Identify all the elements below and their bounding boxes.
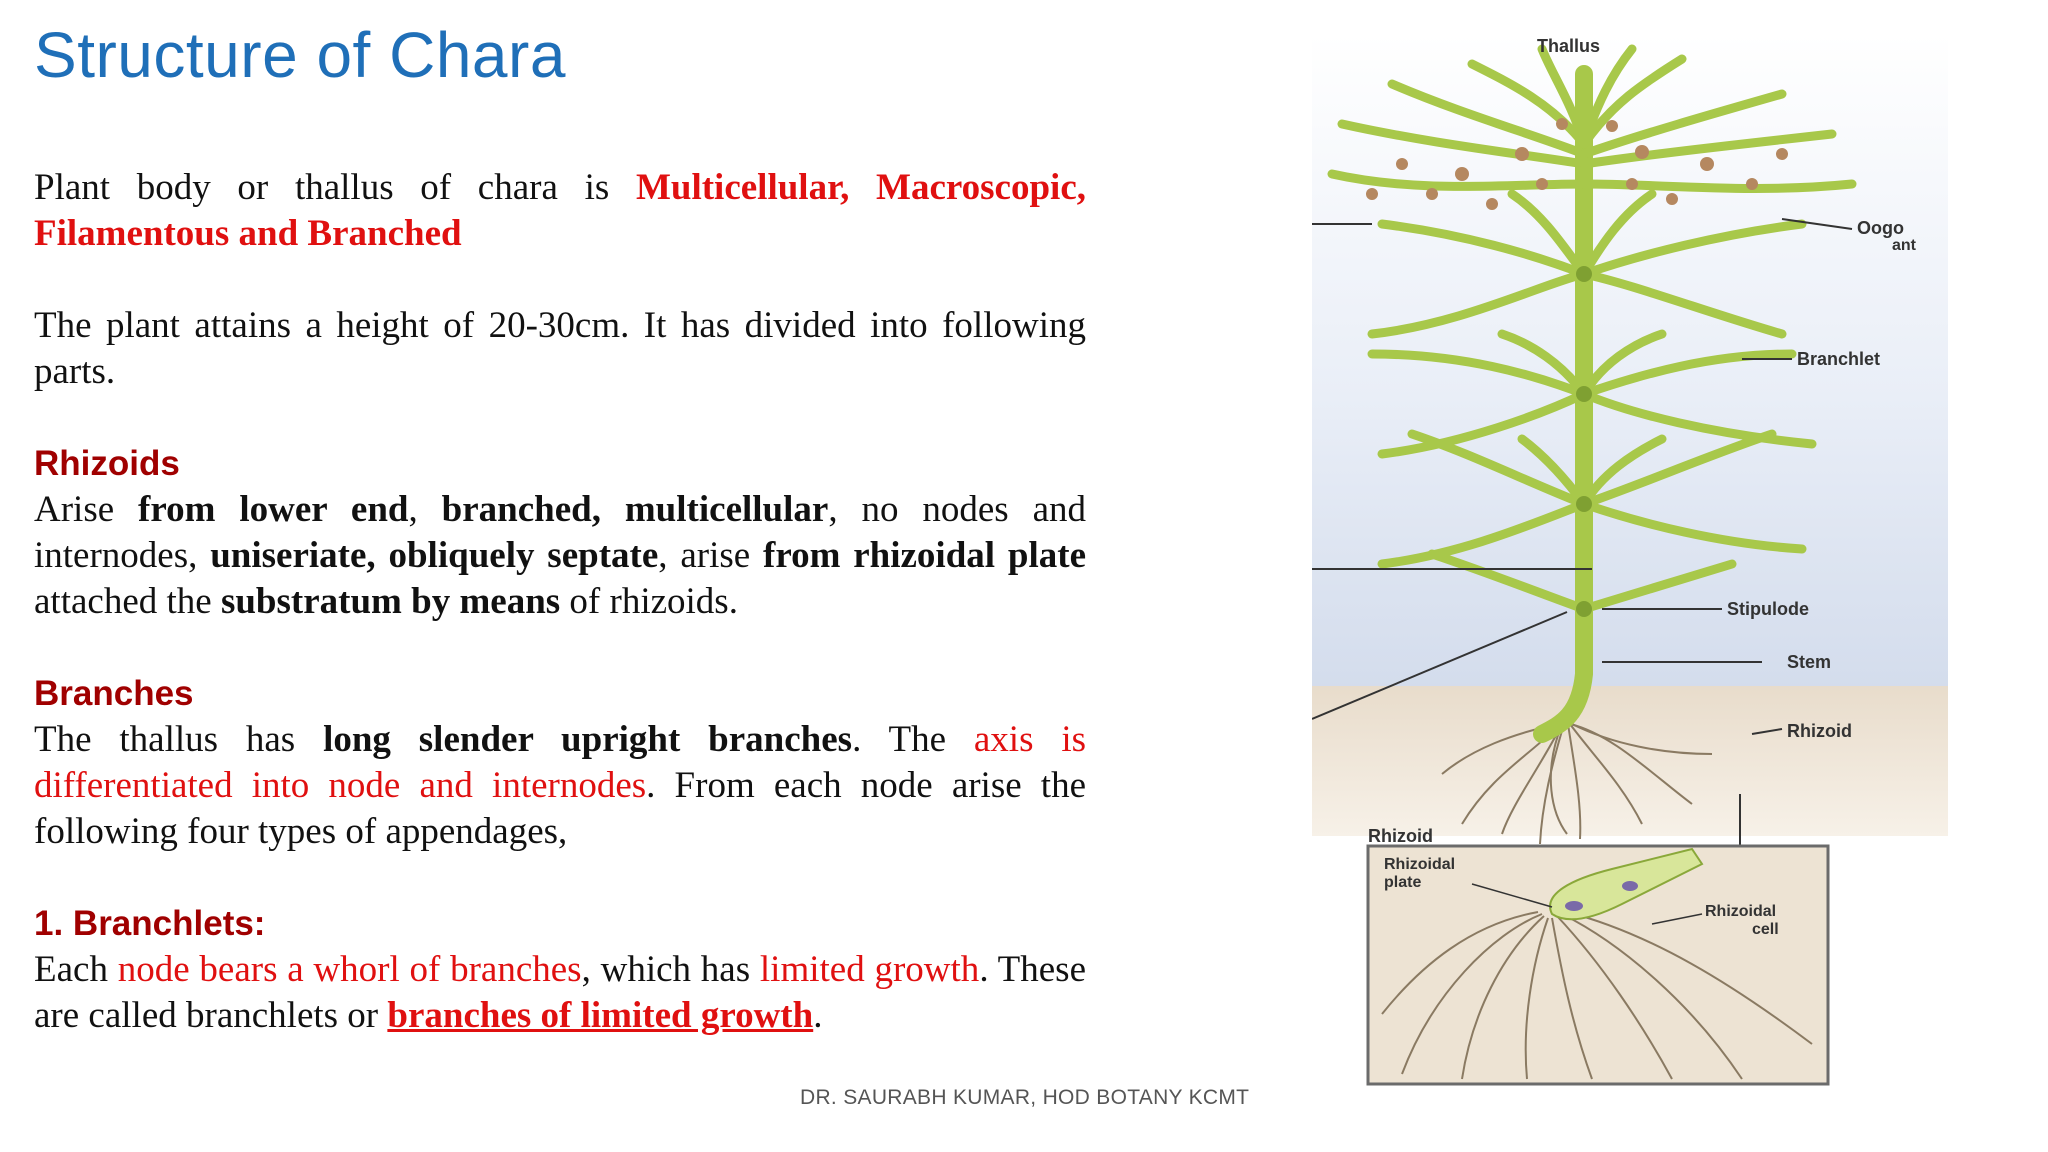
intro-highlight: Multicellular, Macroscopic, Filamentous and Branched [34, 167, 1086, 254]
inset-title: Rhizoid [1368, 826, 1433, 846]
height-paragraph: The plant attains a height of 20-30cm. It has divided into following parts. [34, 305, 1086, 392]
label-stipulode: Stipulode [1727, 599, 1809, 619]
branches-paragraph: The thallus has long slender upright branches. The axis is differentiated into node and internodes. From each node arise the following four types of appendages, [34, 719, 1087, 852]
label-rhizoidal-cell: Rhizoidal [1705, 903, 1777, 920]
rhizoids-paragraph: Arise from lower end, branched, multicellular, no nodes and internodes, uniseriate, obliquely septate, arise from rhizoidal plate attached the substratum by means of rhizoids. [34, 489, 1086, 622]
label-oogonium-2: ant [1892, 237, 1916, 254]
branchlets-heading: 1. Branchlets: [34, 904, 266, 943]
nucleus-2 [1622, 881, 1638, 891]
label-branchlet: Branchlet [1797, 349, 1881, 369]
slide-title: Structure of Chara [34, 19, 566, 91]
branches-heading: Branches [34, 674, 194, 713]
label-thallus: Thallus [1537, 36, 1601, 56]
slide-body [34, 165, 1086, 1039]
label-rhizoidal-plate: Rhizoidal [1384, 856, 1456, 873]
rhizoids-heading: Rhizoids [34, 444, 180, 483]
nucleus [1565, 901, 1583, 911]
chara-diagram [1312, 34, 1948, 1094]
label-oogonium: Oogo [1857, 218, 1904, 238]
label-stem: Stem [1787, 652, 1832, 672]
label-rhizoidal-plate-2: plate [1384, 874, 1422, 891]
soil-background [1312, 686, 1948, 836]
label-rhizoidal-cell-2: cell [1752, 921, 1779, 938]
branchlets-paragraph: Each node bears a whorl of branches, which has limited growth. These are called branchlets or branches of limited growth. [34, 949, 1087, 1036]
intro-paragraph: Plant body or thallus of chara is Multicellular, Macroscopic, Filamentous and Branched [34, 167, 1086, 254]
label-rhizoid: Rhizoid [1787, 721, 1852, 741]
slide-footer: DR. SAURABH KUMAR, HOD BOTANY KCMT [800, 1086, 1250, 1109]
